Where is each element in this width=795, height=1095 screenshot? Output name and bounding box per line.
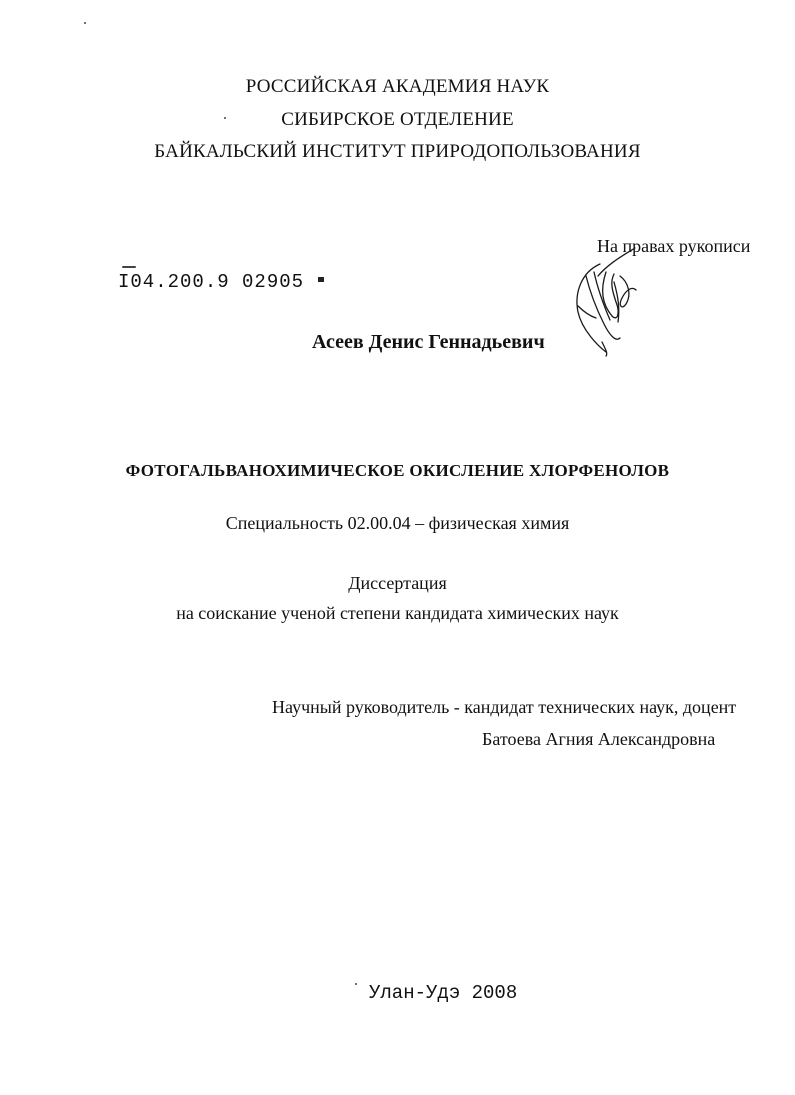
degree: на соискание ученой степени кандидата химических наук — [176, 603, 619, 623]
scan-speck — [122, 266, 136, 268]
scan-speck — [355, 983, 357, 985]
institute-name: БАЙКАЛЬСКИЙ ИНСТИТУТ ПРИРОДОПОЛЬЗОВАНИЯ — [154, 141, 641, 162]
specialty: Специальность 02.00.04 – физическая химия — [225, 513, 570, 533]
dissertation-title: ФОТОГАЛЬВАНОХИМИЧЕСКОЕ ОКИСЛЕНИЕ ХЛОРФЕНОЛОВ — [125, 461, 670, 480]
academy-name: РОССИЙСКАЯ АКАДЕМИЯ НАУК — [245, 76, 550, 97]
signature-icon — [560, 242, 660, 362]
supervisor-name: Батоева Агния Александровна — [482, 729, 716, 749]
city-year: Улан-Удэ 2008 — [369, 982, 518, 1004]
registration-number-text: I04.200.9 02905 — [118, 271, 305, 293]
branch-name: СИБИРСКОЕ ОТДЕЛЕНИЕ — [281, 109, 514, 130]
registration-number — [118, 271, 324, 293]
supervisor-role: Научный руководитель - кандидат технических наук, доцент — [272, 697, 737, 717]
author-name: Асеев Денис Геннадьевич — [312, 331, 545, 353]
registration-mark — [318, 277, 324, 282]
work-type: Диссертация — [348, 573, 447, 593]
scan-speck — [84, 22, 86, 24]
manuscript-note: На правах рукописи — [597, 236, 751, 256]
